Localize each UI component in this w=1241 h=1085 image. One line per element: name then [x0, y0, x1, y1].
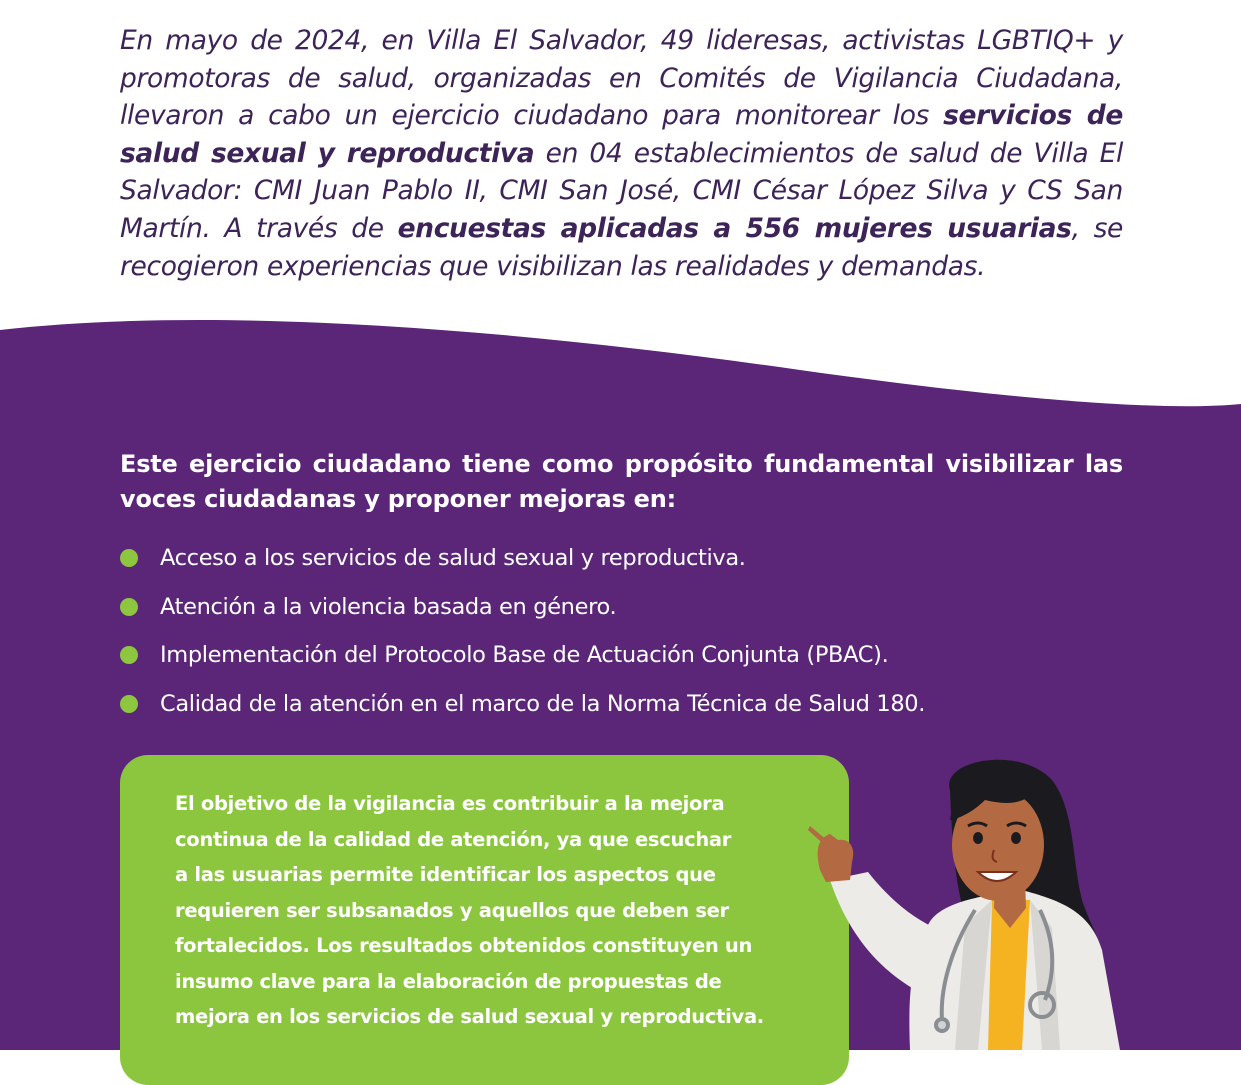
list-item — [120, 538, 1123, 587]
green-dot-icon — [120, 646, 138, 664]
list-item — [120, 587, 1123, 636]
purpose-statement: Este ejercicio ciudadano tiene como propósito fundamental visibilizar las voces ciudadanas y proponer mejoras en: — [120, 450, 1123, 513]
intro-text: en 04 establecimientos de salud de Villa El Salvador: CMI Juan Pablo II, CMI San José, CMI César López Silva y CS San Martín. A través de — [120, 137, 1123, 244]
doctor-illustration — [790, 750, 1150, 1050]
list-item — [120, 684, 1123, 733]
intro-emphasis: encuestas aplicadas a 556 mujeres usuarias — [397, 212, 1072, 244]
list-item-text: Implementación del Protocolo Base de Actuación Conjunta (PBAC). — [160, 642, 889, 668]
intro-emphasis: servicios de salud sexual y reproductiva — [120, 100, 1123, 169]
intro-text: , se recogieron experiencias que visibilizan las realidades y demandas. — [120, 212, 1123, 282]
list-item-text: Acceso a los servicios de salud sexual y reproductiva. — [160, 545, 746, 571]
intro-text: En mayo de 2024, en Villa El Salvador, 49 lideresas, activistas LGBTIQ+ y promotoras de salud, organizadas en Comités de Vigilancia Ciudadana, llevaron a cabo un ejercicio ciudadano para monitorear los — [120, 25, 1123, 132]
list-item — [120, 635, 1123, 684]
improvement-areas-list — [120, 538, 1123, 732]
list-item-text: Calidad de la atención en el marco de la Norma Técnica de Salud 180. — [160, 690, 926, 717]
green-dot-icon — [120, 598, 138, 616]
green-dot-icon — [120, 549, 138, 567]
list-item-text: Atención a la violencia basada en género. — [160, 593, 617, 620]
intro-paragraph — [120, 22, 1123, 285]
green-dot-icon — [120, 695, 138, 713]
objective-text: El objetivo de la vigilancia es contribuir a la mejora continua de la calidad de atención, ya que escuchar a las usuarias permite identificar los aspectos que requieren ser subsanados y aquellos que deben ser fortalecidos. Los resultados obtenidos constituyen un insumo clave para la elaboración de propuestas de mejora en los servicios de salud sexual y reproductiva. — [175, 792, 764, 1028]
